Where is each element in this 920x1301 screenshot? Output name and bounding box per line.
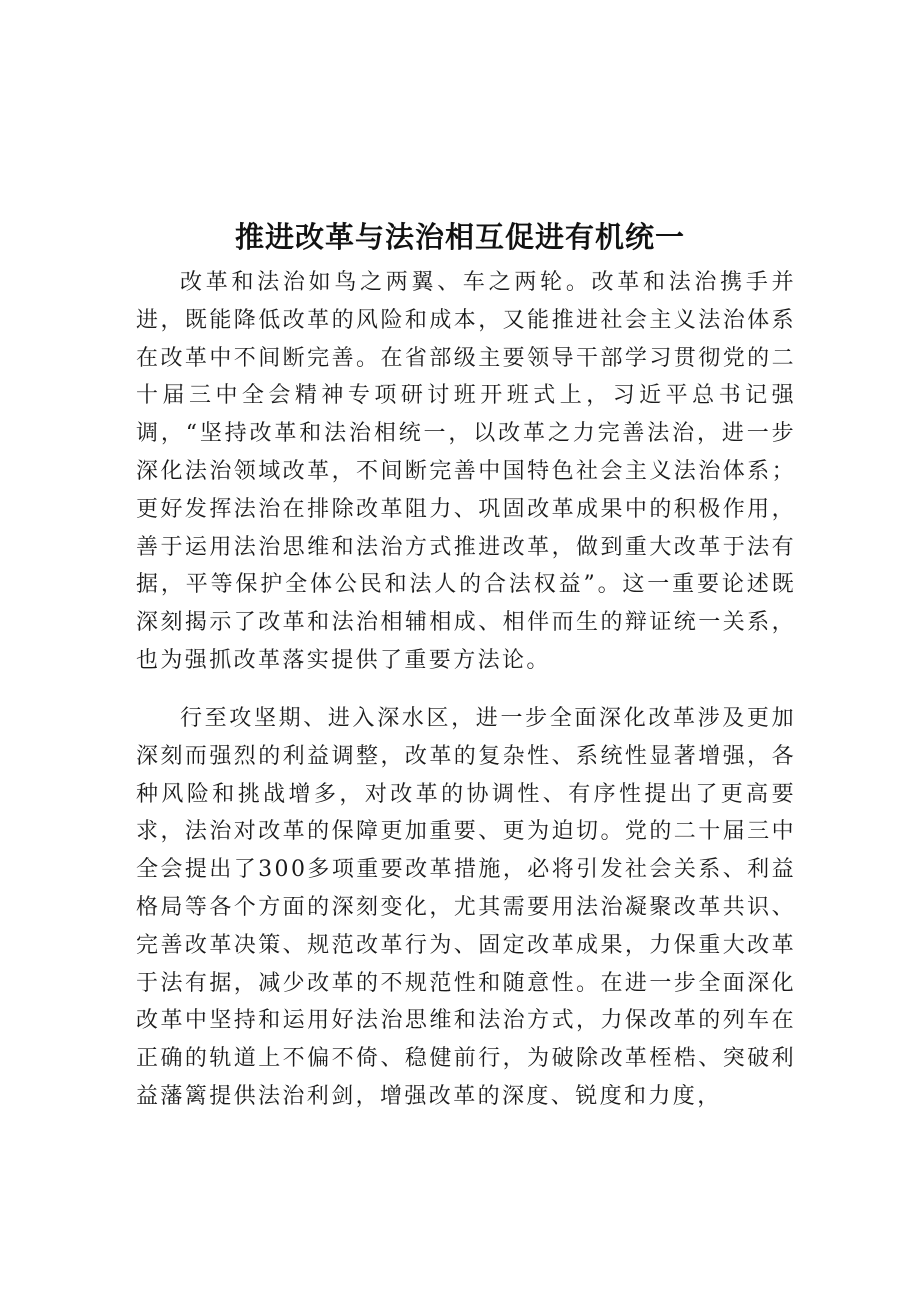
body-paragraph-2: 行至攻坚期、进入深水区，进一步全面深化改革涉及更加深刻而强烈的利益调整，改革的复杂性、系统性显著增强，各种风险和挑战增多，对改革的协调性、有序性提出了更高要求，法治对改革的保障更加重要、更为迫切。党的二十届三中全会提出了300多项重要改革措施，必将引发社会关系、利益格局等各个方面的深刻变化，尤其需要用法治凝聚改革共识、完善改革决策、规范改革行为、固定改革成果，力保重大改革于法有据，减少改革的不规范性和随意性。在进一步全面深化改革中坚持和运用好法治思维和法治方式，力保改革的列车在正确的轨道上不偏不倚、稳健前行，为破除改革桎梏、突破利益藩篱提供法治利剑，增强改革的深度、锐度和力度， <box>136 706 796 1109</box>
body-paragraph-1: 改革和法治如鸟之两翼、车之两轮。改革和法治携手并进，既能降低改革的风险和成本，又能推进社会主义法治体系在改革中不间断完善。在省部级主要领导干部学习贯彻党的二十届三中全会精神专项研讨班开班式上，习近平总书记强调，“坚持改革和法治相统一，以改革之力完善法治，进一步深化法治领域改革，不间断完善中国特色社会主义法治体系；更好发挥法治在排除改革阻力、巩固改革成果中的积极作用，善于运用法治思维和法治方式推进改革，做到重大改革于法有据，平等保护全体公民和法人的合法权益”。这一重要论述既深刻揭示了改革和法治相辅相成、相伴而生的辩证统一关系，也为强抓改革落实提供了重要方法论。 <box>136 270 796 673</box>
document-title: 推进改革与法治相互促进有机统一 <box>234 220 685 254</box>
